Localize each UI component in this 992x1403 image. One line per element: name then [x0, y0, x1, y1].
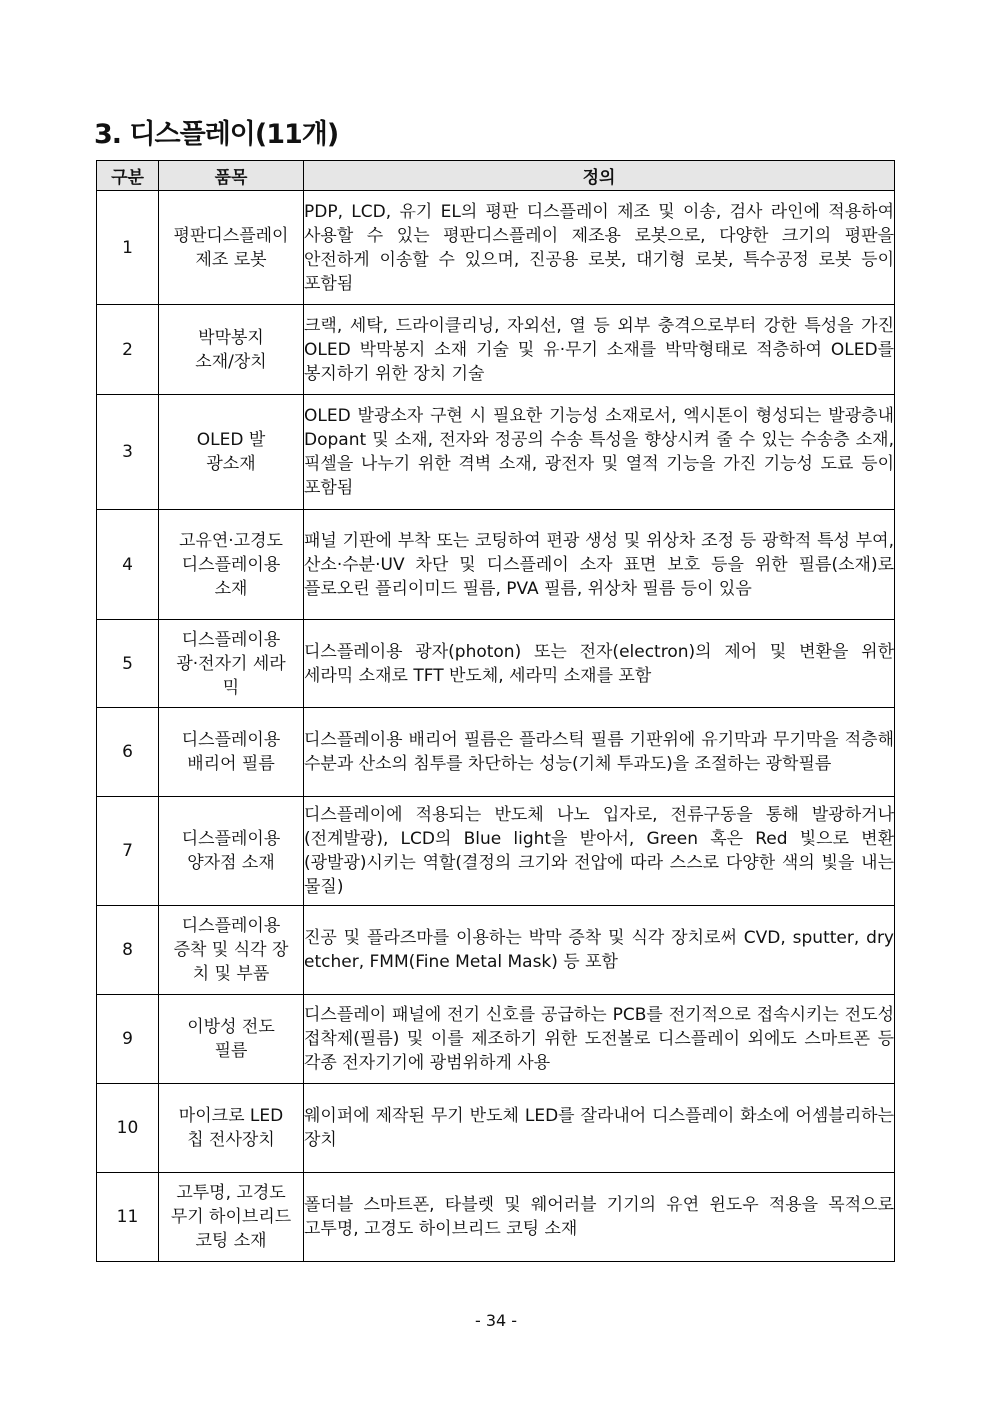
row-item-name [159, 305, 304, 395]
page-number: - 34 - [474, 1311, 518, 1330]
row-number: 2 [97, 305, 159, 395]
row-definition: 크랙, 세탁, 드라이클리닝, 자외선, 열 등 외부 충격으로부터 강한 특성을 가진 OLED 박막봉지 소재 기술 및 유·무기 소재를 박막형태로 적층하여 OLED를 봉지하기 위한 장치 기술 [304, 305, 895, 395]
header-category: 구분 [97, 161, 159, 191]
row-item-name [159, 995, 304, 1084]
table-row [97, 797, 895, 906]
row-item-name [159, 906, 304, 995]
row-number: 8 [97, 906, 159, 995]
row-item-text: OLED 발광소재 [196, 430, 266, 474]
row-item-text: 이방성 전도 필름 [187, 1017, 275, 1061]
row-item-text: 고유연·고경도 디스플레이용 소재 [179, 530, 283, 599]
row-item-name [159, 191, 304, 305]
row-item-text: 디스플레이용 배리어 필름 [181, 730, 281, 774]
table-row [97, 708, 895, 797]
row-number: 1 [97, 191, 159, 305]
table-row [97, 305, 895, 395]
table-row [97, 1084, 895, 1173]
row-definition: 폴더블 스마트폰, 타블렛 및 웨어러블 기기의 유연 윈도우 적용을 목적으로 고투명, 고경도 하이브리드 코팅 소재 [304, 1173, 895, 1262]
row-definition: 디스플레이용 배리어 필름은 플라스틱 필름 기판위에 유기막과 무기막을 적층해 수분과 산소의 침투를 차단하는 성능(기체 투과도)을 조절하는 광학필름 [304, 708, 895, 797]
table-row [97, 510, 895, 620]
row-item-name [159, 1084, 304, 1173]
row-number: 9 [97, 995, 159, 1084]
row-number: 6 [97, 708, 159, 797]
row-item-text: 마이크로 LED 칩 전사장치 [178, 1106, 284, 1150]
row-number: 11 [97, 1173, 159, 1262]
row-item-name [159, 395, 304, 510]
table-row [97, 395, 895, 510]
row-number: 3 [97, 395, 159, 510]
row-item-text: 디스플레이용 양자점 소재 [181, 829, 281, 873]
table-row [97, 191, 895, 305]
row-number: 5 [97, 620, 159, 708]
row-item-text: 평판디스플레이 제조 로봇 [173, 225, 289, 270]
row-definition: 패널 기판에 부착 또는 코팅하여 편광 생성 및 위상차 조정 등 광학적 특성 부여, 산소·수분·UV 차단 및 디스플레이 소자 표면 보호 등을 위한 필름(소재)로 플로오린 플리이미드 필름, PVA 필름, 위상차 필름 등이 있음 [304, 510, 895, 620]
row-item-text: 디스플레이용 광·전자기 세라믹 [176, 629, 286, 698]
page-title: 3. 디스플레이(11개) [94, 119, 339, 150]
row-item-name [159, 1173, 304, 1262]
display-items-table [96, 160, 895, 1262]
row-definition: 디스플레이용 광자(photon) 또는 전자(electron)의 제어 및 변환을 위한 세라믹 소재로 TFT 반도체, 세라믹 소재를 포함 [304, 620, 895, 708]
table-row [97, 906, 895, 995]
row-definition: PDP, LCD, 유기 EL의 평판 디스플레이 제조 및 이송, 검사 라인에 적용하여 사용할 수 있는 평판디스플레이 제조용 로봇으로, 다양한 크기의 평판을 안전하게 이송할 수 있으며, 진공용 로봇, 대기형 로봇, 특수공정 로봇 등이 포함됨 [304, 191, 895, 305]
row-item-text: 박막봉지 소재/장치 [195, 327, 267, 372]
row-item-name [159, 510, 304, 620]
row-definition: 디스플레이 패널에 전기 신호를 공급하는 PCB를 전기적으로 접속시키는 전도성 접착제(필름) 및 이를 제조하기 위한 도전볼로 디스플레이 외에도 스마트폰 등 각종 전자기기에 광범위하게 사용 [304, 995, 895, 1084]
row-number: 4 [97, 510, 159, 620]
row-item-name [159, 797, 304, 906]
table-header-row [97, 161, 895, 191]
row-definition: 웨이퍼에 제작된 무기 반도체 LED를 잘라내어 디스플레이 화소에 어셈블리하는 장치 [304, 1084, 895, 1173]
row-number: 7 [97, 797, 159, 906]
header-definition: 정의 [304, 161, 895, 191]
row-item-name [159, 708, 304, 797]
row-item-name [159, 620, 304, 708]
row-definition: 디스플레이에 적용되는 반도체 나노 입자로, 전류구동을 통해 발광하거나(전계발광), LCD의 Blue light을 받아서, Green 혹은 Red 빛으로 변환(광발광)시키는 역할(결정의 크기와 전압에 따라 스스로 다양한 색의 빛을 내는 물질) [304, 797, 895, 906]
row-number: 10 [97, 1084, 159, 1173]
table-row [97, 1173, 895, 1262]
row-definition: OLED 발광소자 구현 시 필요한 기능성 소재로서, 엑시톤이 형성되는 발광층내 Dopant 및 소재, 전자와 정공의 수송 특성을 향상시켜 줄 수 있는 수송층 소재, 픽셀을 나누기 위한 격벽 소재, 광전자 및 열적 기능을 가진 기능성 도료 등이 포함됨 [304, 395, 895, 510]
table-row [97, 620, 895, 708]
row-item-text: 디스플레이용 증착 및 식각 장치 및 부품 [173, 916, 289, 984]
row-item-text: 고투명, 고경도 무기 하이브리드 코팅 소재 [170, 1183, 292, 1251]
table-row [97, 995, 895, 1084]
header-item: 품목 [159, 161, 304, 191]
row-definition: 진공 및 플라즈마를 이용하는 박막 증착 및 식각 장치로써 CVD, sputter, dry etcher, FMM(Fine Metal Mask) 등 포함 [304, 906, 895, 995]
